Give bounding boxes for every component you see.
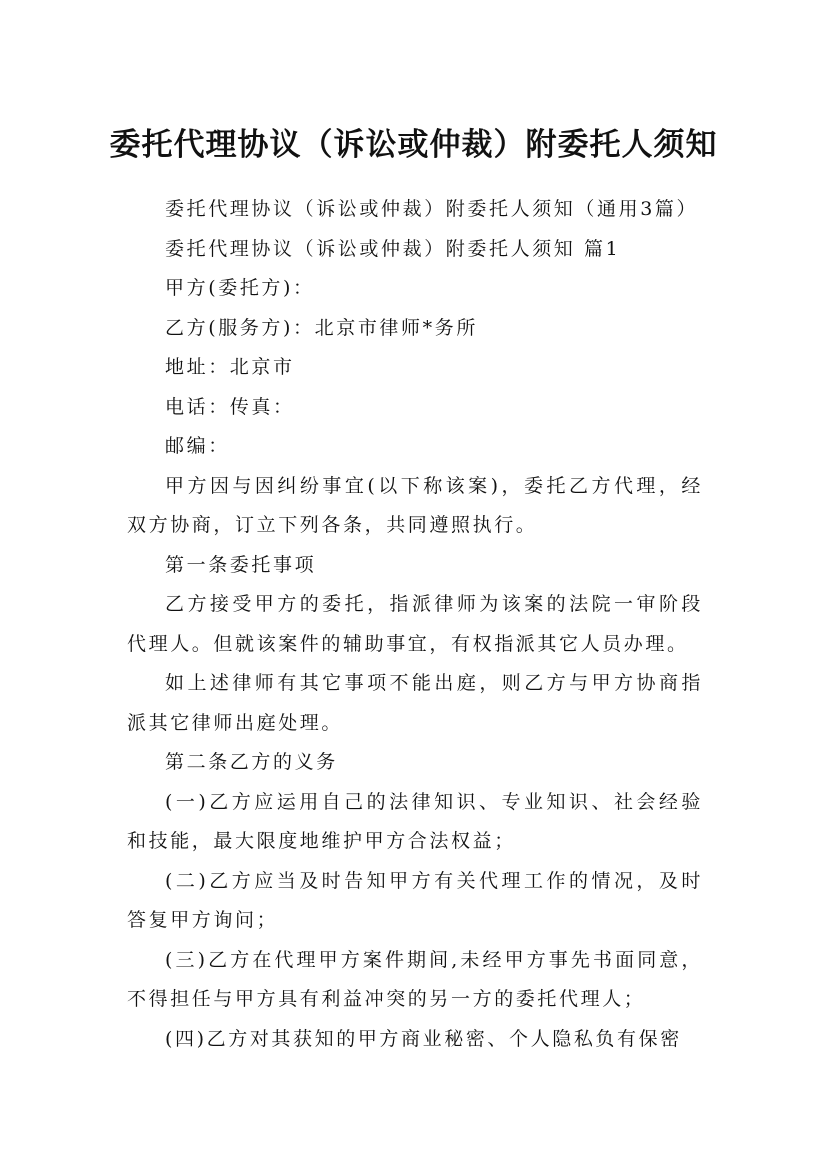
intro-paragraph: 甲方因与因纠纷事宜(以下称该案)，委托乙方代理，经双方协商，订立下列各条，共同遵照执行。 [127,474,703,536]
article-one-heading: 第一条委托事项 [165,553,317,576]
article-one-paragraph-1: 乙方接受甲方的委托，指派律师为该案的法院一审阶段代理人。但就该案件的辅助事宜，有权指派其它人员办理。 [127,593,703,655]
address-line: 地址：北京市 [165,356,295,378]
obligation-item-4: (四)乙方对其获知的甲方商业秘密、个人隐私负有保密 [165,1027,682,1050]
obligation-item-3: (三)乙方在代理甲方案件期间,未经甲方事先书面同意，不得担任与甲方具有利益冲突的另一方的委托代理人； [127,948,703,1010]
obligation-item-1: (一)乙方应运用自己的法律知识、专业知识、社会经验和技能，最大限度地维护甲方合法权益； [127,790,703,852]
obligation-item-2: (二)乙方应当及时告知甲方有关代理工作的情况，及时答复甲方询问； [127,869,703,931]
subtitle-line: 委托代理协议（诉讼或仲裁）附委托人须知（通用3篇） [165,198,699,220]
postcode-line: 邮编： [165,435,230,457]
document-body [127,190,703,1059]
document-title: 委托代理协议（诉讼或仲裁）附委托人须知 [109,126,718,163]
section-heading: 委托代理协议（诉讼或仲裁）附委托人须知 篇1 [165,237,621,260]
article-two-heading: 第二条乙方的义务 [165,751,338,773]
phone-fax-line: 电话：传真： [165,395,295,418]
article-one-paragraph-2: 如上述律师有其它事项不能出庭，则乙方与甲方协商指派其它律师出庭处理。 [127,672,703,734]
party-b-line: 乙方(服务方)：北京市律师*务所 [165,316,478,339]
party-a-line: 甲方(委托方)： [165,277,315,299]
